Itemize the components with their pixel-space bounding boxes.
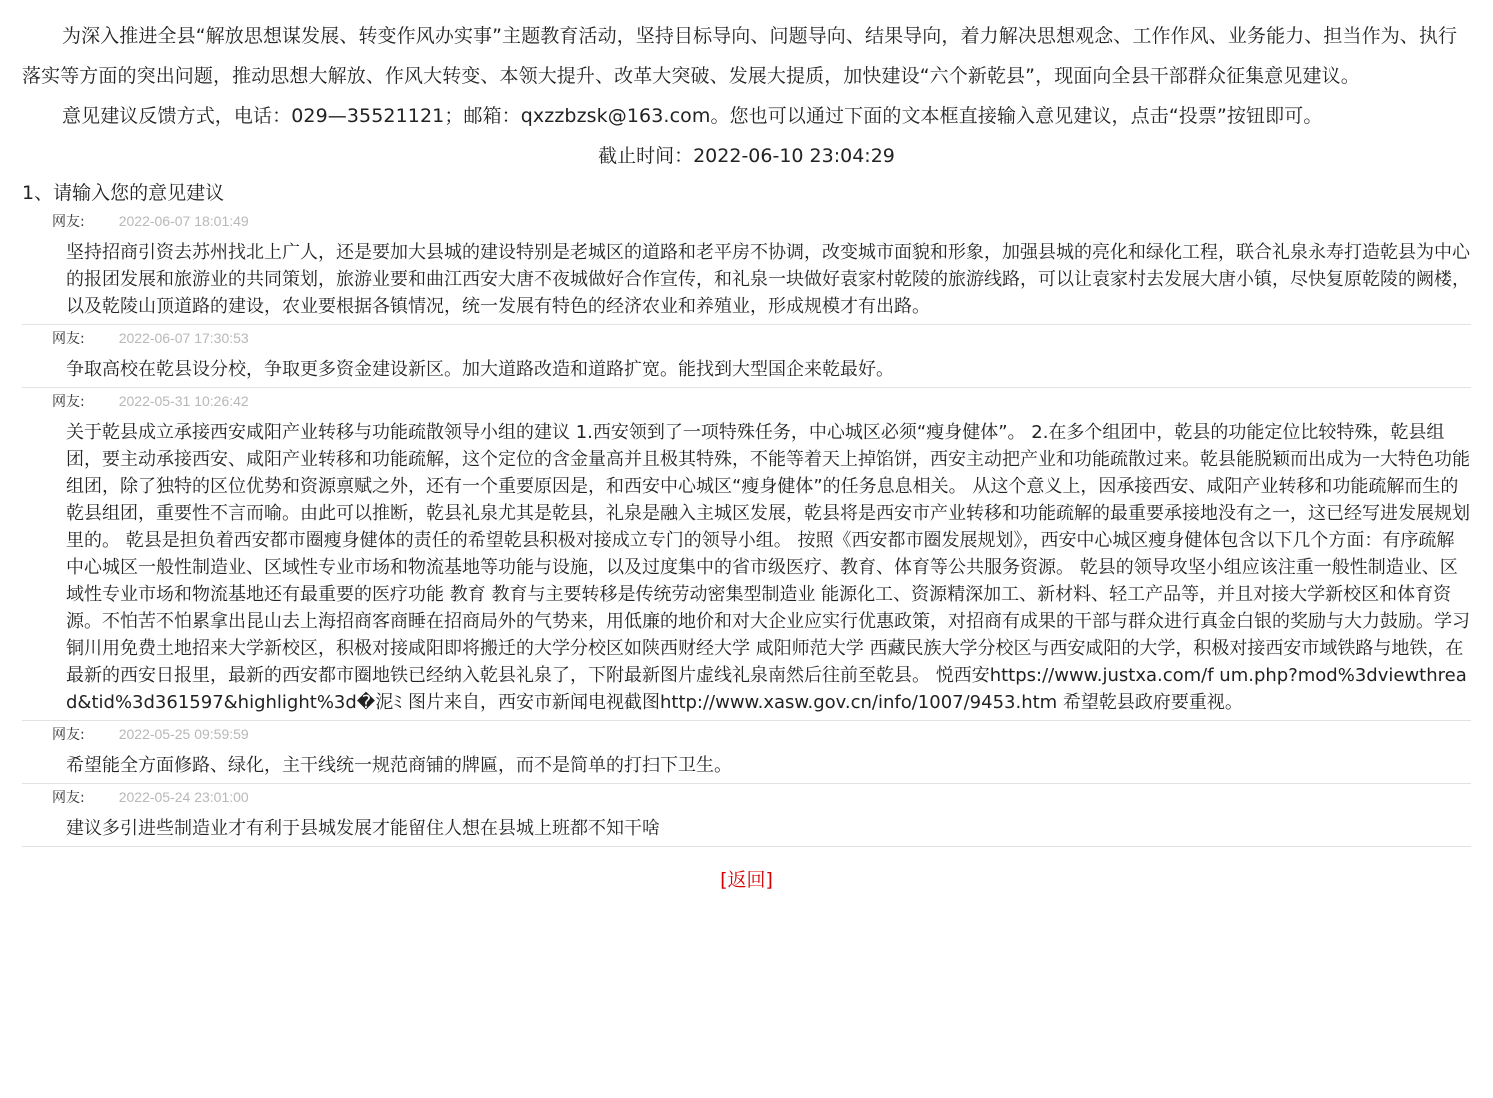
comment-author: 网友: — [52, 331, 85, 347]
comment-text: 希望能全方面修路、绿化，主干线统一规范商铺的牌匾，而不是简单的打扫下卫生。 — [66, 755, 732, 776]
back-link-container — [22, 865, 1471, 892]
comment-item — [22, 208, 1471, 325]
intro-paragraph: 为深入推进全县“解放思想谋发展、转变作风办实事”主题教育活动，坚持目标导向、问题导向、结果导向，着力解决思想观念、工作作风、业务能力、担当作为、执行落实等方面的突出问题，推动思想大解放、作风大转变、本领大提升、改革大突破、发展大提质，加快建设“六个新乾县”，现面向全县干部群众征集意见建议。 — [22, 25, 1458, 87]
comment-author: 网友: — [52, 394, 85, 410]
comment-item — [22, 388, 1471, 721]
comment-item — [22, 325, 1471, 388]
comment-meta — [22, 784, 1471, 809]
comment-author: 网友: — [52, 790, 85, 806]
deadline: 截止时间：2022-06-10 23:04:29 — [598, 145, 895, 167]
comment-meta — [22, 208, 1471, 233]
comment-text: 争取高校在乾县设分校，争取更多资金建设新区。加大道路改造和道路扩宽。能找到大型国企来乾最好。 — [66, 359, 894, 380]
comment-time: 2022-06-07 17:30:53 — [118, 330, 249, 346]
comment-meta — [22, 721, 1471, 746]
comment-time: 2022-05-25 09:59:59 — [118, 726, 249, 742]
comment-time: 2022-06-07 18:01:49 — [118, 213, 249, 229]
comment-list — [22, 208, 1471, 847]
comment-time: 2022-05-31 10:26:42 — [118, 393, 249, 409]
comment-meta — [22, 325, 1471, 350]
back-link[interactable]: [返回] — [720, 869, 773, 891]
comment-text: 建议多引进些制造业才有利于县城发展才能留住人想在县城上班都不知干啥 — [66, 818, 660, 839]
comment-text: 坚持招商引资去苏州找北上广人，还是要加大县城的建设特别是老城区的道路和老平房不协调，改变城市面貌和形象，加强县城的亮化和绿化工程，联合礼泉永寿打造乾县为中心的报团发展和旅游业的共同策划，旅游业要和曲江西安大唐不夜城做好合作宣传，和礼泉一块做好袁家村乾陵的旅游线路，可以让袁家村去发展大唐小镇，尽快复原乾陵的阙楼，以及乾陵山顶道路的建设，农业要根据各镇情况，统一发展有特色的经济农业和养殖业，形成规模才有出路。 — [66, 242, 1470, 317]
comment-item — [22, 784, 1471, 847]
comment-author: 网友: — [52, 727, 85, 743]
comment-meta — [22, 388, 1471, 413]
comment-author: 网友: — [52, 214, 85, 230]
comment-text: 关于乾县成立承接西安咸阳产业转移与功能疏散领导小组的建议 1.西安领到了一项特殊任务，中心城区必须“瘦身健体”。 2.在多个组团中，乾县的功能定位比较特殊，乾县组团，要主动承接西安、咸阳产业转移和功能疏解，这个定位的含金量高并且极其特殊，不能等着天上掉馅饼，西安主动把产业和功能疏散过来。乾县能脱颖而出成为一大特色功能组团，除了独特的区位优势和资源禀赋之外，还有一个重要原因是，和西安中心城区“瘦身健体”的任务息息相关。 从这个意义上，因承接西安、咸阳产业转移和功能疏解而生的乾县组团，重要性不言而喻。由此可以推断，乾县礼泉尤其是乾县，礼泉是融入主城区发展，乾县将是西安市产业转移和功能疏解的最重要承接地没有之一，这已经写进发展规划里的。 乾县是担负着西安都市圈瘦身健体的责任的希望乾县积极对接成立专门的领导小组。 按照《西安都市圈发展规划》，西安中心城区瘦身健体包含以下几个方面：有序疏解中心城区一般性制造业、区域性专业市场和物流基地等功能与设施，以及过度集中的省市级医疗、教育、体育等公共服务资源。 乾县的领导攻坚小组应该注重一般性制造业、区域性专业市场和物流基地还有最重要的医疗功能 教育 教育与主要转移是传统劳动密集型制造业 能源化工、资源精深加工、新材料、轻工产品等，并且对接大学新校区和体育资源。不怕苦不怕累拿出昆山去上海招商客商睡在招商局外的气势来，用低廉的地价和对大企业应实行优惠政策，对招商有成果的干部与群众进行真金白银的奖励与大力鼓励。学习铜川用免费土地招来大学新校区，积极对接咸阳即将搬迁的大学分校区如陕西财经大学 咸阳师范大学 西藏民族大学分校区与西安咸阳的大学，积极对接西安市域铁路与地铁，在最新的西安日报里，最新的西安都市圈地铁已经纳入乾县礼泉了，下附最新图片虚线礼泉南然后往前至乾县。 悦西安https://www.justxa.com/f um.php?mod%3dviewthread&tid%3d361597&highlight%3d�泥ﾐ 图片来自，西安市新闻电视截图http://www.xasw.gov.cn/info/1007/9453.htm 希望乾县政府要重视。 — [66, 422, 1470, 713]
question-title: 1、请输入您的意见建议 — [22, 182, 225, 204]
comment-item — [22, 721, 1471, 784]
contact-info: 意见建议反馈方式，电话：029—35521121；邮箱：qxzzbzsk@163.com。您也可以通过下面的文本框直接输入意见建议，点击“投票”按钮即可。 — [62, 105, 1323, 127]
comment-time: 2022-05-24 23:01:00 — [118, 789, 249, 805]
